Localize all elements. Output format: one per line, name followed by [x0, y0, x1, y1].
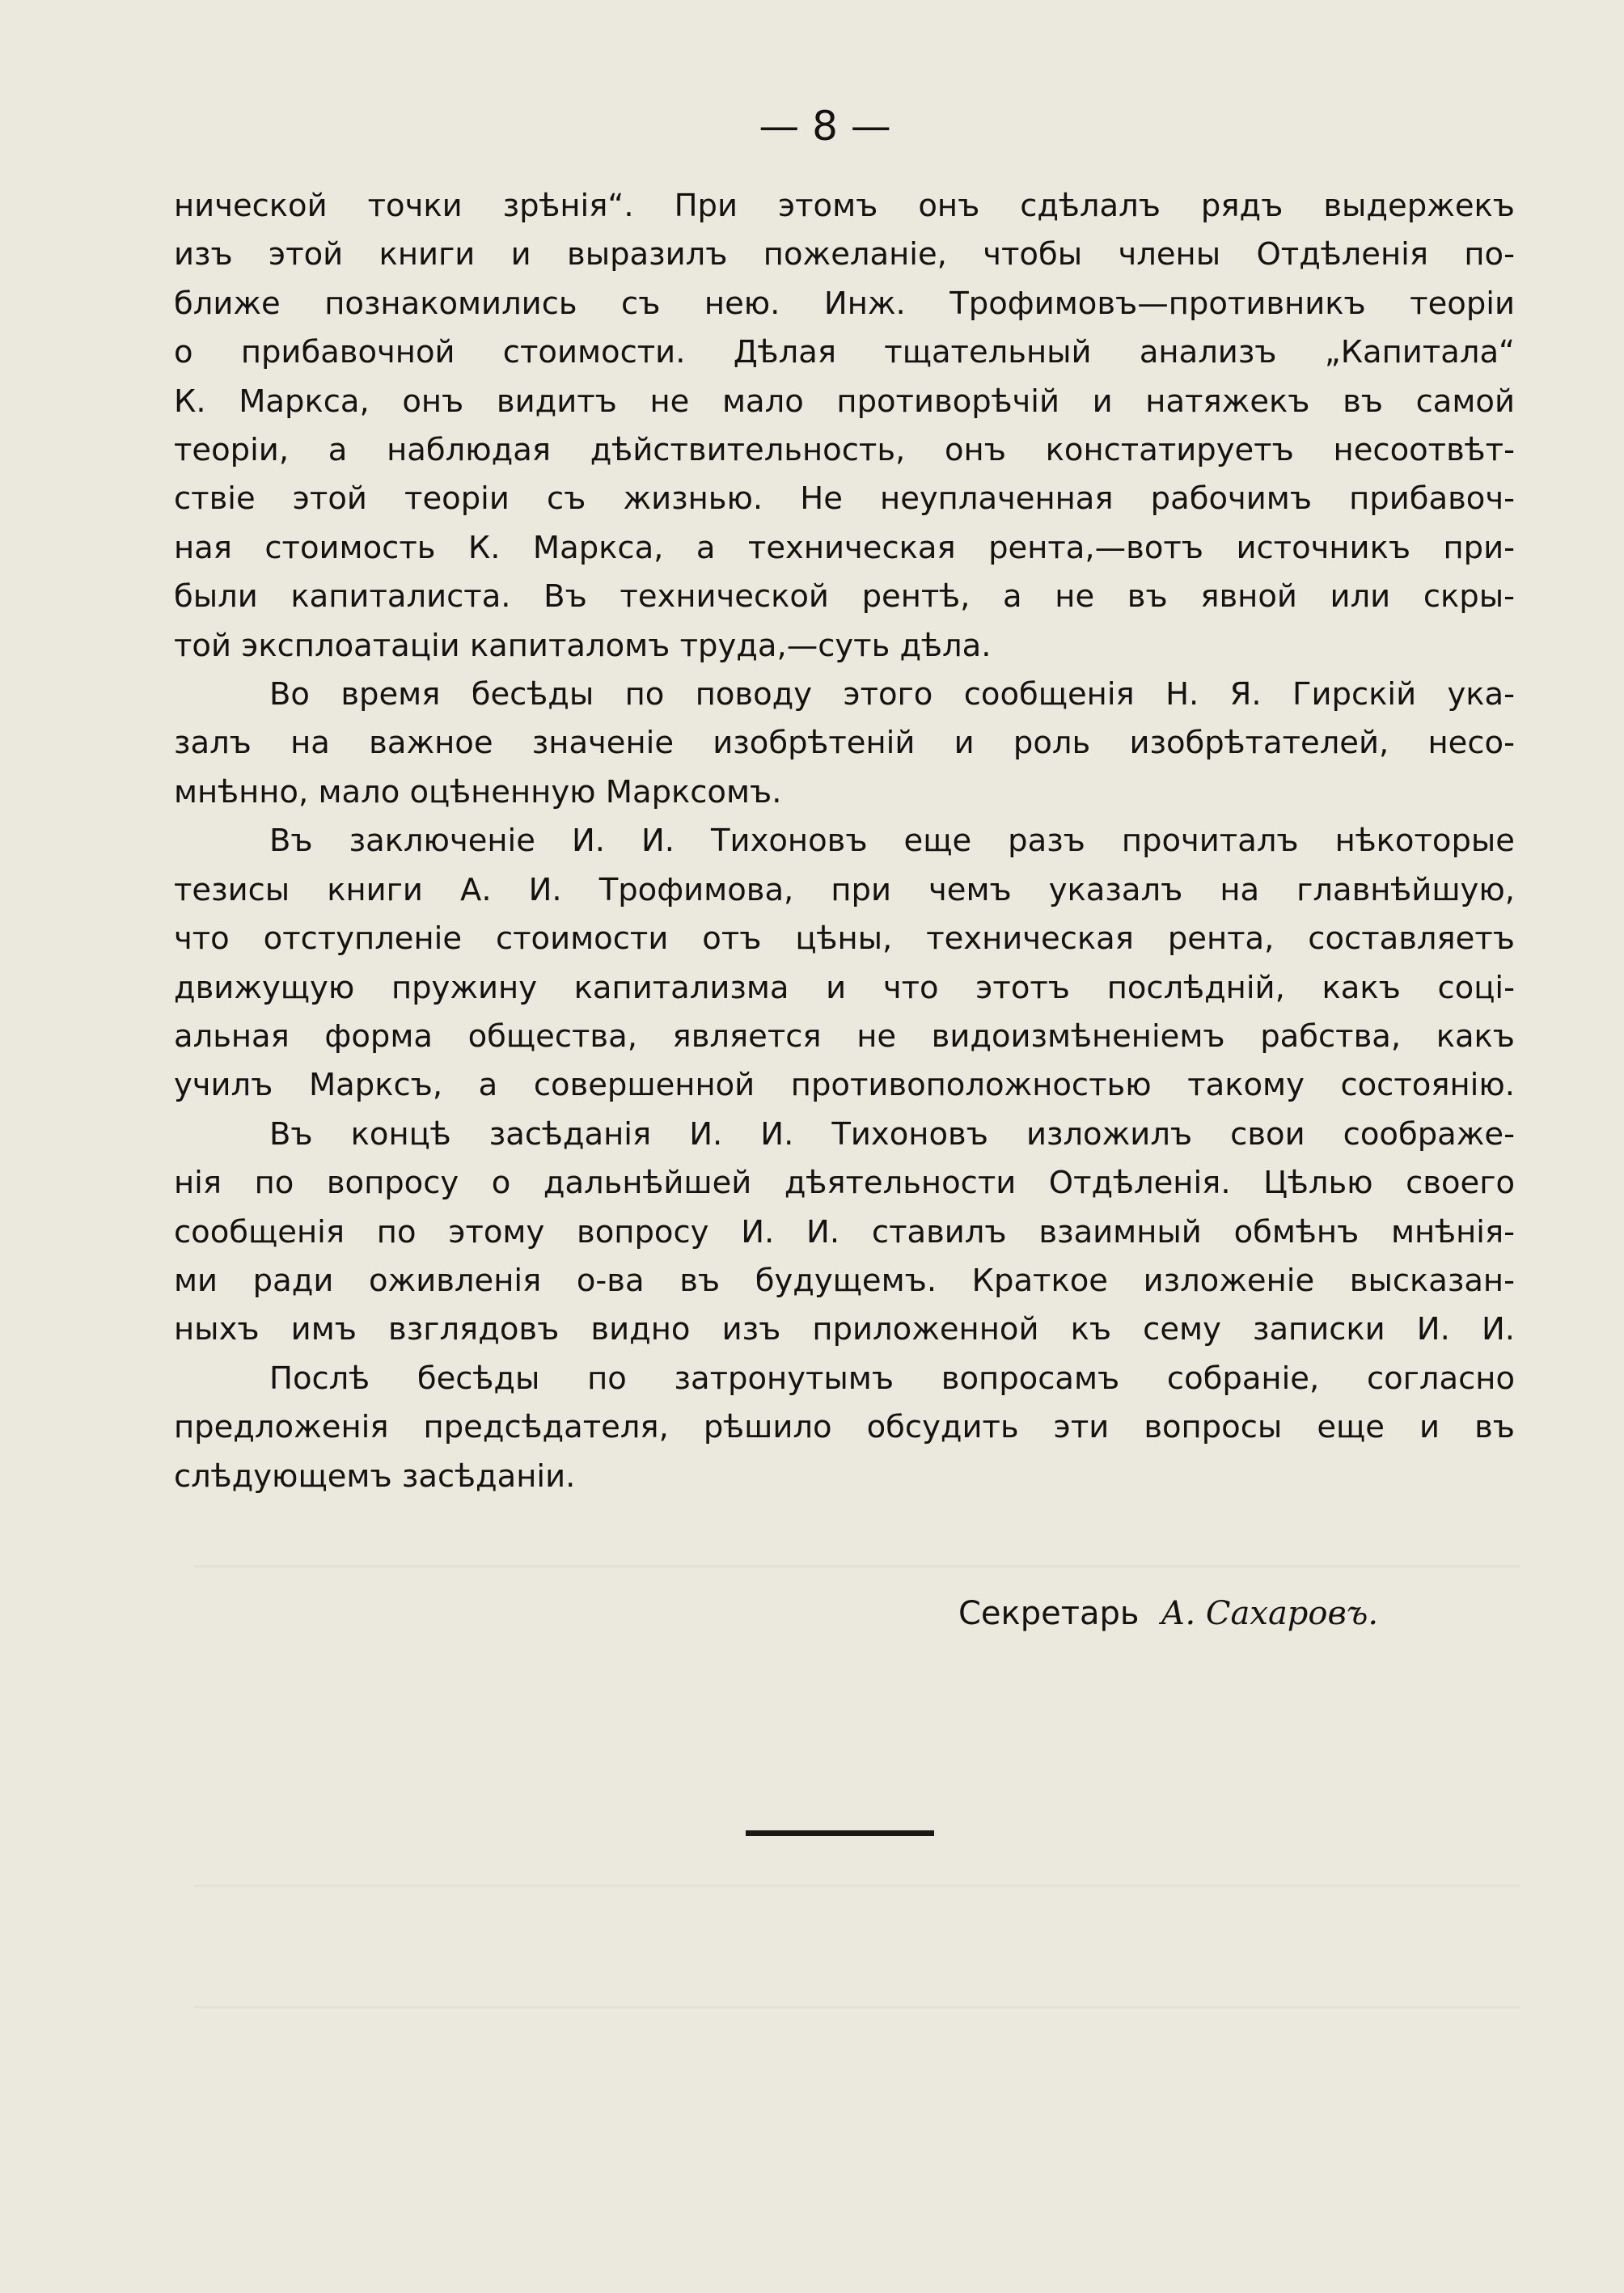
- text-line: училъ Марксъ, а совершенной противоположностью такому состоянію.: [174, 1067, 1515, 1104]
- bleed-through-line: [194, 2006, 1520, 2008]
- paragraph-4: [174, 1111, 1515, 1355]
- text-line: Во время бесѣды по поводу этого сообщенія Н. Я. Гирскій ука-: [269, 676, 1515, 713]
- paragraph-3: [174, 817, 1515, 1110]
- bleed-through-line: [194, 1565, 1520, 1567]
- text-line: альная форма общества, является не видоизмѣненіемъ рабства, какъ: [174, 1017, 1515, 1055]
- signature: [958, 1589, 1378, 1638]
- text-line: теоріи, а наблюдая дѣйствительность, онъ констатируетъ несоотвѣт-: [174, 432, 1515, 469]
- text-line: мнѣнно, мало оцѣненную Марксомъ.: [174, 773, 782, 810]
- text-line: нической точки зрѣнія“. При этомъ онъ сдѣлалъ рядъ выдержекъ: [174, 188, 1515, 224]
- signature-role: Секретарь: [958, 1595, 1140, 1632]
- text-line: о прибавочной стоимости. Дѣлая тщательный анализъ „Капитала“: [174, 334, 1515, 371]
- paragraph-2: [174, 671, 1515, 817]
- text-line: были капиталиста. Въ технической рентѣ, а не въ явной или скры-: [174, 578, 1515, 616]
- page-number: — 8 —: [759, 103, 891, 150]
- text-line: той эксплоатаціи капиталомъ труда,—суть дѣла.: [174, 627, 992, 664]
- text-line: ми ради оживленія о-ва въ будущемъ. Краткое изложеніе высказан-: [174, 1262, 1515, 1299]
- text-line: ближе познакомились съ нею. Инж. Трофимовъ—противникъ теоріи: [174, 285, 1515, 322]
- bleed-through-line: [194, 1885, 1520, 1887]
- text-line: ная стоимость К. Маркса, а техническая рента,—вотъ источникъ при-: [174, 529, 1515, 566]
- body-text: [174, 182, 1515, 1501]
- end-rule: [746, 1830, 934, 1836]
- text-line: изъ этой книги и выразилъ пожеланіе, чтобы члены Отдѣленія по-: [174, 236, 1515, 273]
- paragraph-5: [174, 1355, 1515, 1501]
- text-line: предложенія предсѣдателя, рѣшило обсудить эти вопросы еще и въ: [174, 1409, 1515, 1446]
- text-line: ныхъ имъ взглядовъ видно изъ приложенной къ сему записки И. И.: [174, 1311, 1515, 1348]
- signature-name: А. Сахаровъ.: [1161, 1595, 1379, 1632]
- paragraph-1: [174, 182, 1515, 671]
- text-line: Въ заключеніе И. И. Тихоновъ еще разъ прочиталъ нѣкоторые: [269, 823, 1515, 860]
- text-line: ствіе этой теоріи съ жизнью. Не неуплаченная рабочимъ прибавоч-: [174, 480, 1515, 518]
- text-line: залъ на важное значеніе изобрѣтеній и роль изобрѣтателей, несо-: [174, 725, 1515, 762]
- text-line: движущую пружину капитализма и что этотъ послѣдній, какъ соці-: [174, 969, 1515, 1006]
- text-line: нія по вопросу о дальнѣйшей дѣятельности Отдѣленія. Цѣлью своего: [174, 1165, 1515, 1202]
- text-line: Послѣ бесѣды по затронутымъ вопросамъ собраніе, согласно: [269, 1360, 1515, 1397]
- text-line: слѣдующемъ засѣданіи.: [174, 1457, 576, 1495]
- text-line: К. Маркса, онъ видитъ не мало противорѣчій и натяжекъ въ самой: [174, 383, 1515, 420]
- text-line: что отступленіе стоимости отъ цѣны, техническая рента, составляетъ: [174, 920, 1515, 958]
- text-line: сообщенія по этому вопросу И. И. ставилъ взаимный обмѣнъ мнѣнія-: [174, 1213, 1515, 1250]
- text-line: Въ концѣ засѣданія И. И. Тихоновъ изложилъ свои соображе-: [269, 1115, 1515, 1153]
- text-line: тезисы книги А. И. Трофимова, при чемъ указалъ на главнѣйшую,: [174, 871, 1515, 908]
